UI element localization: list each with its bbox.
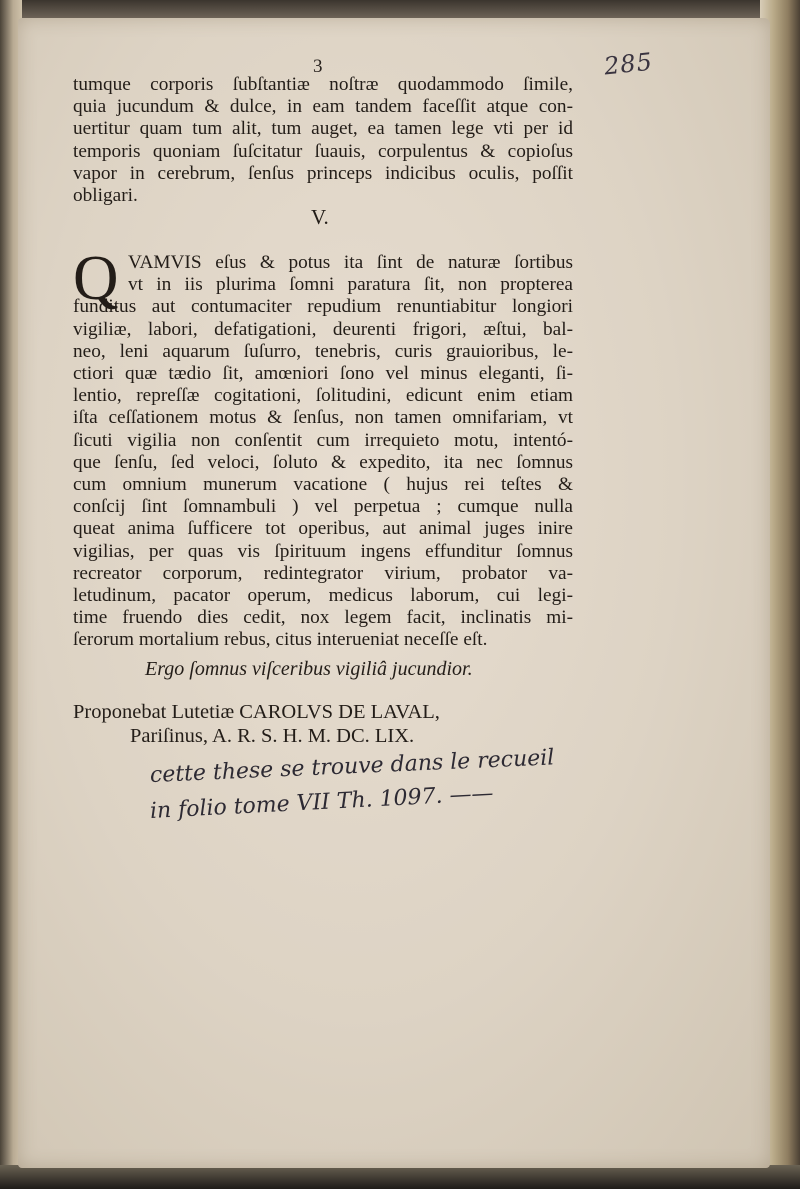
text-line: vt in iis plurima ſomni paratura ſit, non propterea (128, 274, 573, 296)
text-line: recreator corporum, redintegrator virium, probator va- (73, 562, 573, 584)
paragraph-2 (73, 243, 573, 652)
handwritten-note (149, 745, 580, 830)
page-number: 3 (313, 56, 323, 77)
text-line: ctiori quæ tædio ſit, amœniori ſono vel minus eleganti, ſi- (73, 363, 573, 385)
text-line: vigiliæ, labori, defatigationi, deurenti frigori, æſtui, bal- (73, 318, 573, 340)
text-line: ſicuti vigilia non conſentit cum irrequieto motu, intentó- (73, 429, 573, 451)
text-line: obligari. (73, 185, 138, 207)
text-line: tumque corporis ſubſtantiæ noſtræ quodammodo ſimile, (73, 74, 573, 95)
text-line: time fruendo dies cedit, nox legem facit, inclinatis mi- (73, 607, 573, 629)
text-line: letudinum, pacator operum, medicus laborum, cui legi- (73, 585, 573, 607)
text-line: lentio, repreſſæ cogitationi, ſolitudini, edicunt enim etiam (73, 385, 573, 407)
handwritten-line-1: cette these se trouve dans le recueil (149, 745, 555, 788)
paragraph-1 (73, 74, 573, 207)
text-line: conſcij ſint ſomnambuli ) vel perpetua ; cumque nulla (73, 496, 573, 518)
imprint (73, 700, 440, 748)
book-bottom-edge (0, 1165, 800, 1189)
text-line: queat anima ſufficere tot operibus, aut animal juges inire (73, 518, 573, 540)
section-numeral: V. (311, 205, 329, 229)
text-line: cum omnium munerum vacatione ( hujus rei teſtes & (73, 474, 573, 496)
text-line: iſta ceſſationem motus & ſenſus, non tamen omnifariam, vt (73, 407, 573, 429)
handwritten-line-2: in folio tome VII Th. 1097. —— (149, 781, 495, 824)
text-line: quia jucundum & dulce, in eam tandem faceſſit atque con- (73, 96, 573, 118)
text-line: ſerorum mortalium rebus, citus interueniat neceſſe eſt. (73, 629, 488, 651)
conclusion-line: Ergo ſomnus viſceribus vigiliâ jucundior. (145, 658, 473, 680)
text-line: funditus aut contumaciter repudium renuntiabitur longiori (73, 296, 573, 318)
imprint-line-1: Proponebat Lutetiæ CAROLVS DE LAVAL, (73, 701, 440, 723)
text-line: VAMVIS eſus & potus ita ſint de naturæ ſortibus (128, 252, 573, 273)
text-line: temporis quoniam ſuſcitatur ſuauis, corpulentus & copioſus (73, 140, 573, 162)
imprint-line-2: Pariſinus, A. R. S. H. M. DC. LIX. (130, 725, 415, 747)
text-line: que ſenſu, ſed veloci, ſoluto & expedito, ita nec ſomnus (73, 451, 573, 473)
text-line: neo, leni aquarum ſuſurro, tenebris, curis grauioribus, le- (73, 340, 573, 362)
text-line: vapor in cerebrum, ſenſus princeps indicibus oculis, poſſit (73, 162, 573, 184)
drop-capital: Q (73, 243, 119, 313)
manuscript-folio-number: 285 (602, 47, 655, 81)
text-line: vigilias, per quas vis ſpirituum ingens effunditur ſomnus (73, 540, 573, 562)
text-line: uertitur quam tum alit, tum auget, ea tamen lege vti per id (73, 118, 573, 140)
